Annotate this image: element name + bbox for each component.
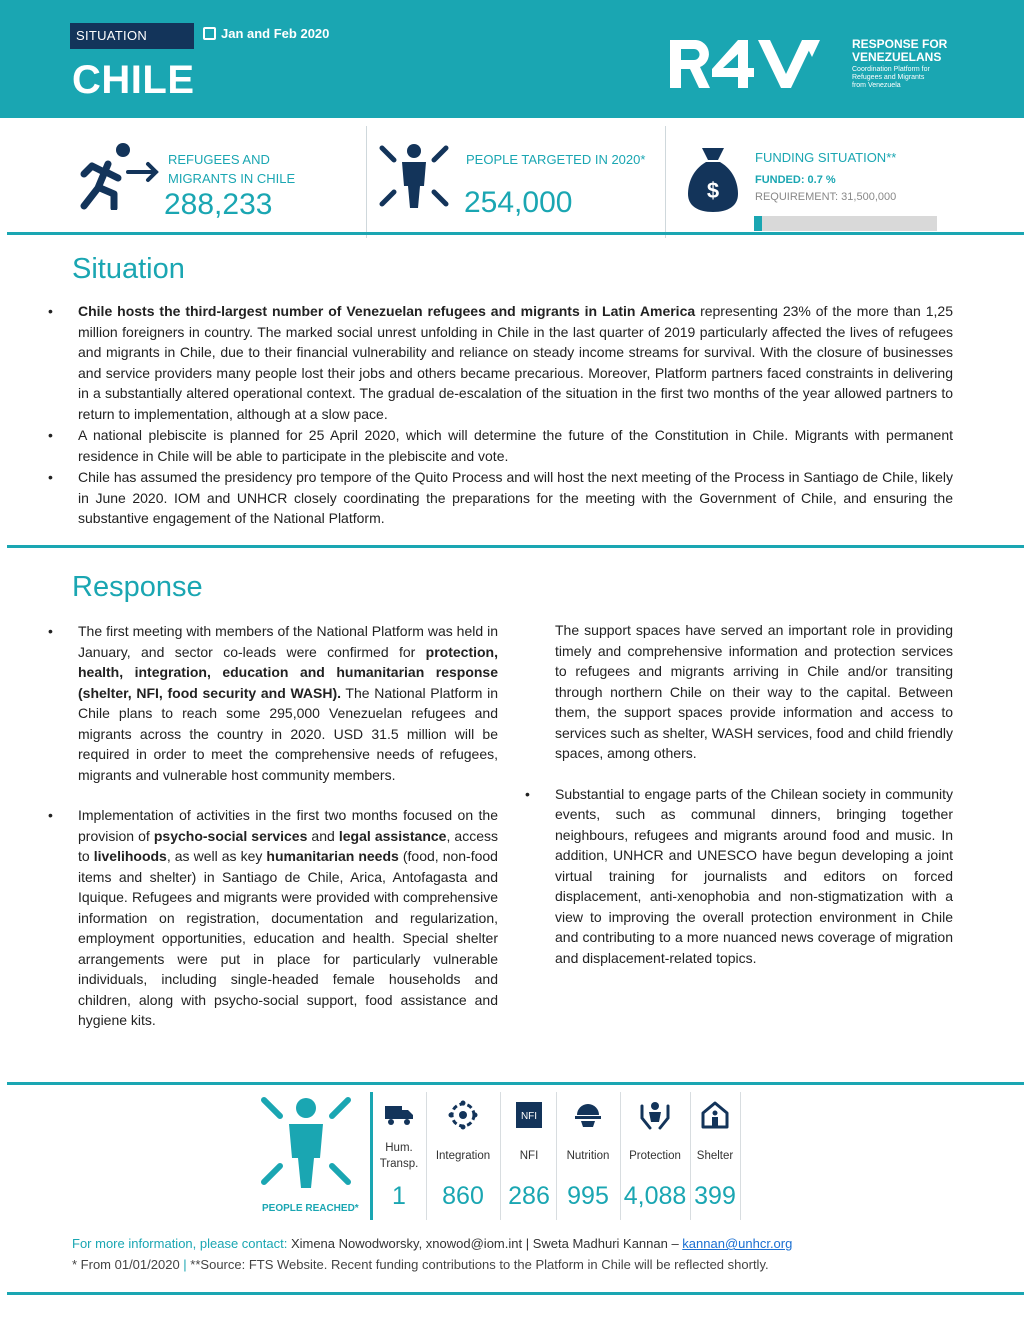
funded-percent: FUNDED: 0.7 %: [755, 174, 836, 186]
sector-hum-transp: Hum. Transp. 1: [374, 1092, 424, 1220]
svg-text:NFI: NFI: [520, 1111, 538, 1122]
people-reached-icon: [258, 1094, 354, 1192]
integration-icon: [430, 1100, 496, 1130]
sector-divider: [620, 1092, 621, 1220]
sector-divider: [740, 1092, 741, 1220]
response-list-right: [525, 620, 953, 968]
refugees-value: 288,233: [164, 188, 273, 221]
divider-line: [7, 1082, 1024, 1085]
refugees-label: REFUGEES AND MIGRANTS IN CHILE: [168, 152, 296, 186]
divider-line: [7, 1292, 1024, 1295]
list-item: • The first meeting with members of the National Platform was held in January, and sector co-leads were confirmed for protection, health, integration, education and humanitarian response (shelter, NFI, food security and WASH). The National Platform in Chile plans to reach some 295,000 Venezuelan refugees and migrants across the country in 2020. USD 31.5 million will be required in order to meet the comprehensive needs of refugees, migrants and vulnerable host community members.: [48, 621, 498, 785]
calendar-icon: [203, 27, 216, 40]
divider-line: [7, 232, 1024, 235]
people-reached-label: PEOPLE REACHED*: [262, 1203, 359, 1214]
list-item: • Chile has assumed the presidency pro tempore of the Quito Process and will host the next meeting of the Process in Santiago de Chile, likely in June 2020. IOM and UNHCR closely coordinating the preparations for the meeting with the Government of Chile, and ensuring the substantive engagement of the National Platform.: [48, 467, 953, 529]
sector-nfi: NFI NFI 286: [506, 1092, 552, 1220]
report-date: [203, 26, 329, 41]
funding-progress-bar: [754, 216, 937, 231]
list-item: • A national plebiscite is planned for 25 April 2020, which will determine the future of the Constitution in Chile. Migrants with permanent residence in Chile will be able to participate in the plebiscite and vote.: [48, 425, 953, 466]
response-heading: Response: [72, 571, 203, 603]
funding-requirement: REQUIREMENT: 31,500,000: [755, 191, 897, 203]
sector-divider: [556, 1092, 557, 1220]
sector-divider: [426, 1092, 427, 1220]
funding-label: FUNDING SITUATION**: [755, 150, 897, 165]
list-item: • Implementation of activities in the first two months focused on the provision of psycho-social services and legal assistance, access to livelihoods, as well as key humanitarian needs (food, non-food items and shelter) in Santiago de Chile, Arica, Antofagasta and Iquique. Refugees and migrants were provided with comprehensive information on registration, documentation and regularization, employment opportunities, education and health. Special shelter arrangements were put in place for particularly vulnerable individuals, including single-headed female households and children, along with psycho-social support, food assistance and hygiene kits.: [48, 805, 498, 1031]
sector-shelter: Shelter 399: [692, 1092, 738, 1220]
list-item: • Chile hosts the third-largest number of Venezuelan refugees and migrants in Latin America representing 23% of the more than 1,25 million foreigners in country. The marked social unrest unfolding in Chile in the last quarter of 2019 particularly affected the lives of refugees and migrants in Chile, due to their financial vulnerability and reliance on steady income streams for survival. With the closure of businesses and service providers many people lost their jobs and others became precarious. Moreover, Platform partners faced constraints in delivering in a substantially altered operational context. The gradual de-escalation of the situation in the first two months of the year allowed partners to return to implementation, although at a slow pace.: [48, 301, 953, 424]
sector-protection: Protection 4,088: [622, 1092, 688, 1220]
sector-divider: [500, 1092, 501, 1220]
protection-icon: [622, 1100, 688, 1130]
divider-line: [7, 545, 1024, 548]
nfi-icon: [506, 1100, 552, 1130]
r4v-logo: [668, 36, 843, 92]
nutrition-icon: [560, 1100, 616, 1130]
sector-integration: Integration 860: [430, 1092, 496, 1220]
targeted-label: PEOPLE TARGETED IN 2020*: [466, 152, 646, 167]
sector-nutrition: Nutrition 995: [560, 1092, 616, 1220]
situation-list: [48, 301, 953, 529]
reached-divider: [370, 1092, 373, 1220]
money-bag-icon: [688, 146, 738, 212]
people-targeted-icon: [378, 142, 450, 212]
stats-divider: [366, 126, 367, 238]
header-band: [0, 0, 1024, 118]
svg-text:$: $: [706, 178, 720, 203]
truck-icon: [374, 1100, 424, 1130]
stats-divider: [665, 126, 666, 238]
funding-progress-fill: [754, 216, 762, 231]
contact-email-link[interactable]: kannan@unhcr.org: [682, 1236, 793, 1251]
situation-heading: Situation: [72, 253, 185, 285]
contact-info: For more information, please contact: Ximena Nowodworsky, xnowod@iom.int | Sweta Madhuri Kannan – kannan@unhcr.org: [72, 1236, 793, 1251]
situation-tag: SITUATION: [70, 23, 194, 49]
person-walking-icon: [78, 140, 162, 210]
list-item: The support spaces have served an important role in providing timely and comprehensive information and protection services to refugees and migrants arriving in Chile and/or transiting through northern Chile on their way to the capital. Between them, the support spaces provide information and access to services such as shelter, WASH services, food and child friendly spaces, among others.: [555, 622, 953, 761]
footnote: * From 01/01/2020 | **Source: FTS Website. Recent funding contributions to the Platform in Chile will be reflected shortly.: [72, 1257, 769, 1272]
shelter-icon: [692, 1100, 738, 1130]
date-text: Jan and Feb 2020: [221, 26, 330, 41]
logo-text: RESPONSE FOR VENEZUELANS Coordination Platform for Refugees and Migrants from Venezuela: [852, 37, 948, 89]
country-title: CHILE: [72, 58, 195, 102]
targeted-value: 254,000: [464, 186, 573, 219]
sector-divider: [690, 1092, 691, 1220]
list-item: • Substantial to engage parts of the Chilean society in community events, such as communal dinners, bringing together neighbours, refugees and migrants around food and music. In addition, UNHCR and UNESCO have begun developing a joint virtual training for journalists and editors on forced displacement, anti-xenophobia and non-stigmatization with a view to improving the overall protection environment in Chile and contributing to a more nuanced news coverage of migration and displacement-related topics.: [525, 784, 953, 969]
response-list-left: [48, 621, 498, 1031]
